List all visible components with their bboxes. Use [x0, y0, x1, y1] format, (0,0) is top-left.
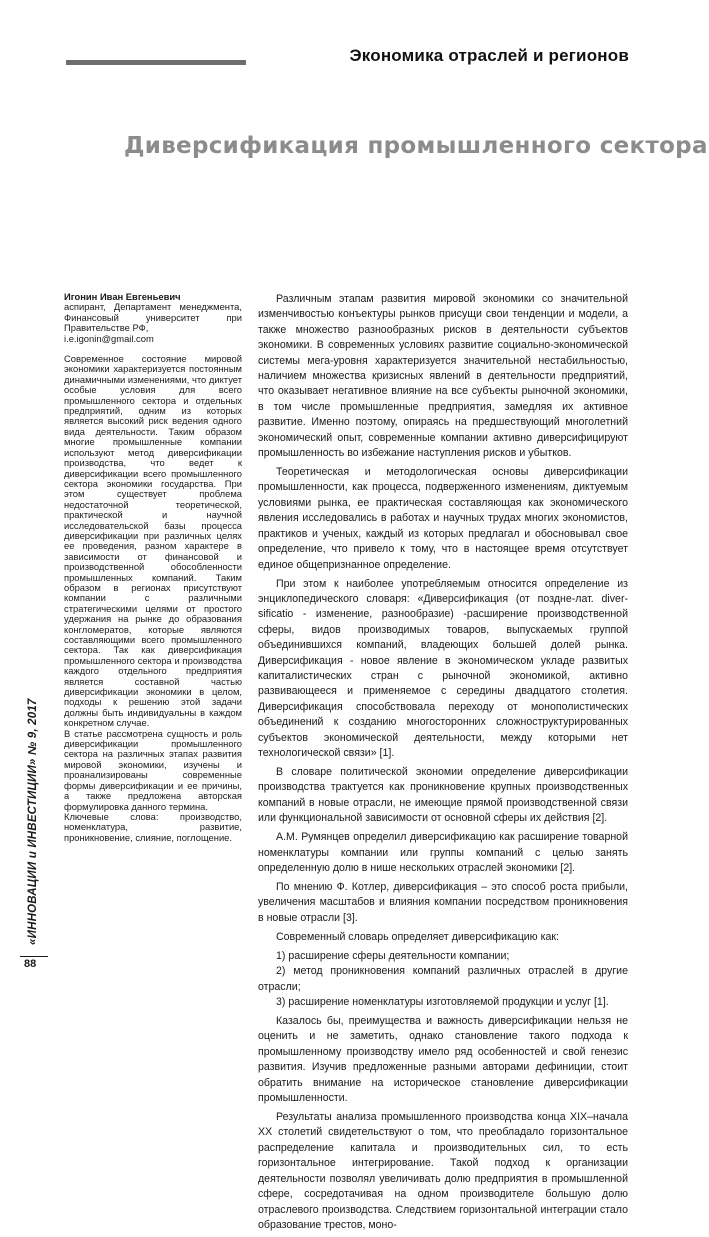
list-item: 2) метод проникновения компаний различных отраслей в другие отрасли;	[258, 965, 628, 993]
body-paragraph: Современный словарь определяет диверсификацию как:	[276, 930, 559, 943]
page-number-rule	[20, 956, 48, 957]
list-item: 1) расширение сферы деятельности компании;	[276, 949, 510, 962]
author-name: Игонин Иван Евгеньевич	[64, 291, 181, 302]
body-paragraph: В словаре политической экономии определение диверсификации производства трактуется как проникновение крупных производственных компаний в новые отрасли, не имеющие прямой производственной связи или функциональной зависимости от основной сферы их действия [2].	[258, 765, 628, 825]
body-paragraph: Теоретическая и методологическая основы диверсификации промышленности, как процесса, подверженного изменениям, диктуемым условиями рынка, ее практическая составляющая как экономического явления исследовались в работах и научных трудах многих экономистов, практиков и ученых, каждый из которых предлагал и обосновывал свое определение, что привело к тому, что в настоящее время отсутствует единое общепризнанное определение.	[258, 466, 628, 571]
body-paragraph: А.М. Румянцев определил диверсификацию как расширение товарной номенклатуры компании или группы компаний с целью занять определенную долю в нише нескольких отраслей экономики [2].	[258, 831, 628, 874]
page-number: 88	[24, 958, 37, 970]
body-paragraph: Казалось бы, преимущества и важность диверсификации нельзя не оценить и не заметить, однако становление такого подхода к промышленному производству имело ряд особенностей и свой генезис развития. Изучив предложенные разными авторами дефиниции, стоит обратить внимание на историческое становление диверсификации промышленности.	[258, 1015, 628, 1105]
author-affiliation: аспирант, Департамент менеджмента, Финансовый университет при Правительстве РФ,	[64, 301, 242, 334]
header-rule	[66, 60, 246, 65]
article-title: Диверсификация промышленного сектора	[124, 133, 708, 160]
journal-running-title: «ИННОВАЦИИ и ИНВЕСТИЦИИ» № 9, 2017	[27, 698, 39, 945]
article-body	[258, 292, 628, 1237]
body-paragraph: Результаты анализа промышленного производства конца XIX–начала XX столетий свидетельствуют о том, что преобладало горизонтальное распределение капитала и производительных сил, то есть горизонтальное интегрирование. Такой подход к организации деятельности позволял увеличивать долю предприятия в промышленной сфере, сосредотачивая на одном производителе большую долю отраслевого производства. Следствием горизонтальной интеграции стало образование трестов, моно-	[258, 1111, 628, 1231]
abstract-column	[64, 292, 242, 843]
section-title: Экономика отраслей и регионов	[349, 46, 629, 65]
body-paragraph: По мнению Ф. Котлер, диверсификация – это способ роста прибыли, увеличения масштабов и влияния компании посредством проникновения в новые отрасли [3].	[258, 881, 628, 924]
body-paragraph: При этом к наиболее употребляемым относится определение из энциклопедического словаря: «Диверсификация (от поздне-лат. diver-sificatio - изменение, разнообразие) -расширение производственной сферы, видов производимых товаров, выпускаемых группой объединившихся компаний, владеющих большей долей рынка. Диверсификация - новое явление в экономическом укладе развитых капиталистических стран с рыночной экономикой, активно развивающееся и применяемое с середины двадцатого столетия. Диверсификация способствовала переходу от монополистических объединений к созданию многосторонних сложноструктурированных субъектов экономической деятельности, между которыми нет технологической связи» [1].	[258, 577, 628, 759]
keywords: Ключевые слова: производство, номенклатура, развитие, проникновение, слияние, поглощение.	[64, 810, 242, 843]
list-item: 3) расширение номенклатуры изготовляемой продукции и услуг [1].	[276, 996, 609, 1009]
body-paragraph: Различным этапам развития мировой экономики со значительной изменчивостью конъектуры рынков присущи свои тенденции и модели, а также множество разнообразных рисков в деятельности субъектов экономики. В современных условиях развитие социально-экономической системы мега-уровня характеризуется значительной нестабильностью, наличием множества кризисных явлений в деятельности предприятий, что оказывает негативное влияние на все субъекты рыночной экономики, в том числе промышленные предприятия, замедляя их активное развитие. Именно поэтому, опираясь на предшествующий многолетний экономический опыт, современные компании активно диверсифицируют промышленность во избежание наступления рисков и убытков.	[258, 293, 628, 460]
abstract-paragraph: В статье рассмотрена сущность и роль диверсификации промышленного сектора на различных этапах развития мировой экономики, изучены и проанализированы современные формы диверсификации и ее причины, а также предложена авторская формулировка данного термина.	[64, 727, 242, 812]
author-email: i.e.igonin@gmail.com	[64, 332, 154, 344]
abstract-paragraph: Современное состояние мировой экономики характеризуется постоянным динамичными изменениями, что диктует особые условия для всего промышленного сектора и отдельных предприятий, одним из которых является высокий риск ведения одного вида деятельности. Таким образом многие промышленные компании используют метод диверсификации производства, что ведет к диверсификации всего промышленного сектора экономики государства. При этом существует проблема недостаточной теоретической, практической и научной исследовательской базы процесса диверсификации при различных целях ее проведения, разном характере в зависимости от финансовой и производственной обособленности промышленных компаний. Таким образом в регионах присутствуют компании с различными стратегическими целями от простого удержания на рынке до образования конгломератов, которые являются составляющими всего промышленного сектора. Так как диверсификация промышленного сектора и производства каждого отдельного предприятия является составной частью диверсификации экономики в целом, подходы к решению этой задачи должны быть индивидуальны в каждом конкретном случае.	[64, 353, 242, 729]
